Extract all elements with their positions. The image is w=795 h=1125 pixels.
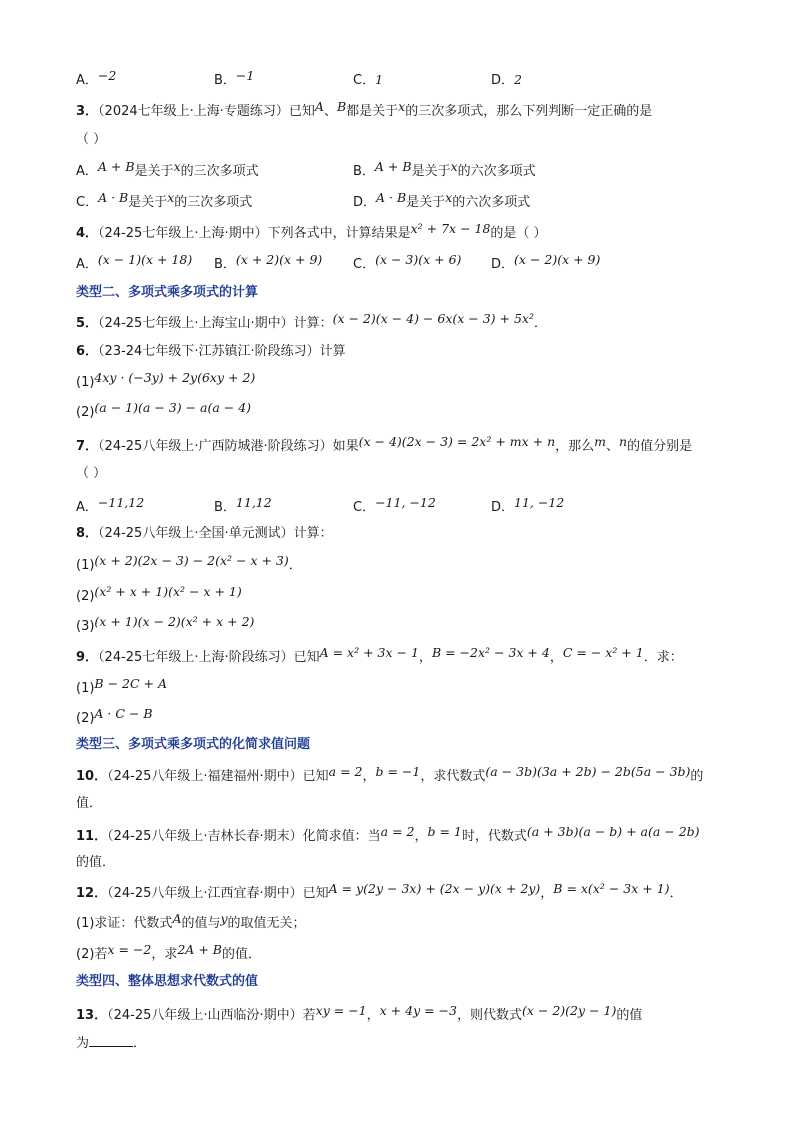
- q8-part1: (1)(x + 2)(2x − 3) − 2(x² − x + 3)．: [76, 553, 302, 573]
- q8-part2: (2)(x² + x + 1)(x² − x + 1): [76, 584, 242, 604]
- q5-stem: 5．（24-25七年级上·上海宝山·期中）计算：(x − 2)(x − 4) − 6x(x − 3) + 5x²．: [76, 311, 548, 331]
- q3-stem: 3．（2024七年级上·上海·专题练习）已知A、B都是关于x的三次多项式，那么下列判断一定正确的是: [76, 99, 653, 119]
- section-heading-type4: 类型四、整体思想求代数式的值: [76, 974, 259, 989]
- q4-option-d: D．(x − 2)(x + 9): [491, 252, 601, 272]
- q11-line2: 的值．: [76, 855, 116, 870]
- section-heading-type2: 类型二、多项式乘多项式的计算: [76, 285, 259, 300]
- q12-part1: (1)求证：代数式A的值与y的取值无关；: [76, 911, 306, 931]
- q11-stem: 11．（24-25八年级上·吉林长春·期末）化简求值：当a = 2，b = 1时，代数式(a + 3b)(a − b) + a(a − 2b): [76, 824, 700, 844]
- q4-option-a: A．(x − 1)(x + 18): [76, 252, 193, 272]
- q4-stem: 4．（24-25七年级上·上海·期中）下列各式中，计算结果是x² + 7x − 18的是（ ）: [76, 221, 547, 241]
- q3-option-d: D．A · B是关于x的六次多项式: [353, 190, 531, 210]
- q6-stem: 6．（23-24七年级下·江苏镇江·阶段练习）计算: [76, 344, 346, 359]
- q7-option-a: A．−11,12: [76, 495, 145, 515]
- q3-paren: （ ）: [76, 132, 107, 147]
- q9-part2: (2)A · C − B: [76, 706, 153, 726]
- q7-option-b: B．11,12: [214, 495, 272, 515]
- q2-option-a: A．−2: [76, 68, 117, 88]
- q6-part1: (1)4xy · (−3y) + 2y(6xy + 2): [76, 370, 256, 390]
- q9-stem: 9．（24-25七年级上·上海·阶段练习）已知A = x² + 3x − 1，B = −2x² − 3x + 4，C = − x² + 1．求：: [76, 645, 683, 665]
- q2-option-b: B．−1: [214, 68, 255, 88]
- q7-option-c: C．−11, −12: [353, 495, 436, 515]
- q7-paren: （ ）: [76, 466, 107, 481]
- q10-line2: 值．: [76, 796, 103, 811]
- q13-line2: 为 ．: [76, 1036, 147, 1051]
- q4-option-b: B．(x + 2)(x + 9): [214, 252, 323, 272]
- q7-stem: 7．（24-25八年级上·广西防城港·阶段练习）如果(x − 4)(2x − 3) = 2x² + mx + n，那么m、n的值分别是: [76, 434, 693, 454]
- q2-option-c: C．1: [353, 72, 384, 88]
- section-heading-type3: 类型三、多项式乘多项式的化简求值问题: [76, 737, 311, 752]
- q3-option-c: C．A · B是关于x的三次多项式: [76, 190, 253, 210]
- answer-blank[interactable]: [89, 1034, 133, 1047]
- q4-option-c: C．(x − 3)(x + 6): [353, 252, 462, 272]
- q13-stem: 13．（24-25八年级上·山西临汾·期中）若xy = −1，x + 4y = −3，则代数式(x − 2)(2y − 1)的值: [76, 1003, 643, 1023]
- q7-option-d: D．11, −12: [491, 495, 565, 515]
- q2-option-d: D．2: [491, 72, 522, 88]
- q8-stem: 8．（24-25八年级上·全国·单元测试）计算：: [76, 526, 333, 541]
- q12-part2: (2)若x = −2，求2A + B的值．: [76, 942, 261, 962]
- q12-stem: 12．（24-25八年级上·江西宜春·期中）已知A = y(2y − 3x) + (2x − y)(x + 2y)，B = x(x² − 3x + 1)．: [76, 881, 683, 901]
- q8-part3: (3)(x + 1)(x − 2)(x² + x + 2): [76, 614, 255, 634]
- q9-part1: (1)B − 2C + A: [76, 676, 167, 696]
- q6-part2: (2)(a − 1)(a − 3) − a(a − 4): [76, 400, 252, 420]
- q10-stem: 10．（24-25八年级上·福建福州·期中）已知a = 2，b = −1，求代数式(a − 3b)(3a + 2b) − 2b(5a − 3b)的: [76, 764, 704, 784]
- q3-option-a: A．A + B是关于x的三次多项式: [76, 159, 259, 179]
- q3-option-b: B．A + B是关于x的六次多项式: [353, 159, 536, 179]
